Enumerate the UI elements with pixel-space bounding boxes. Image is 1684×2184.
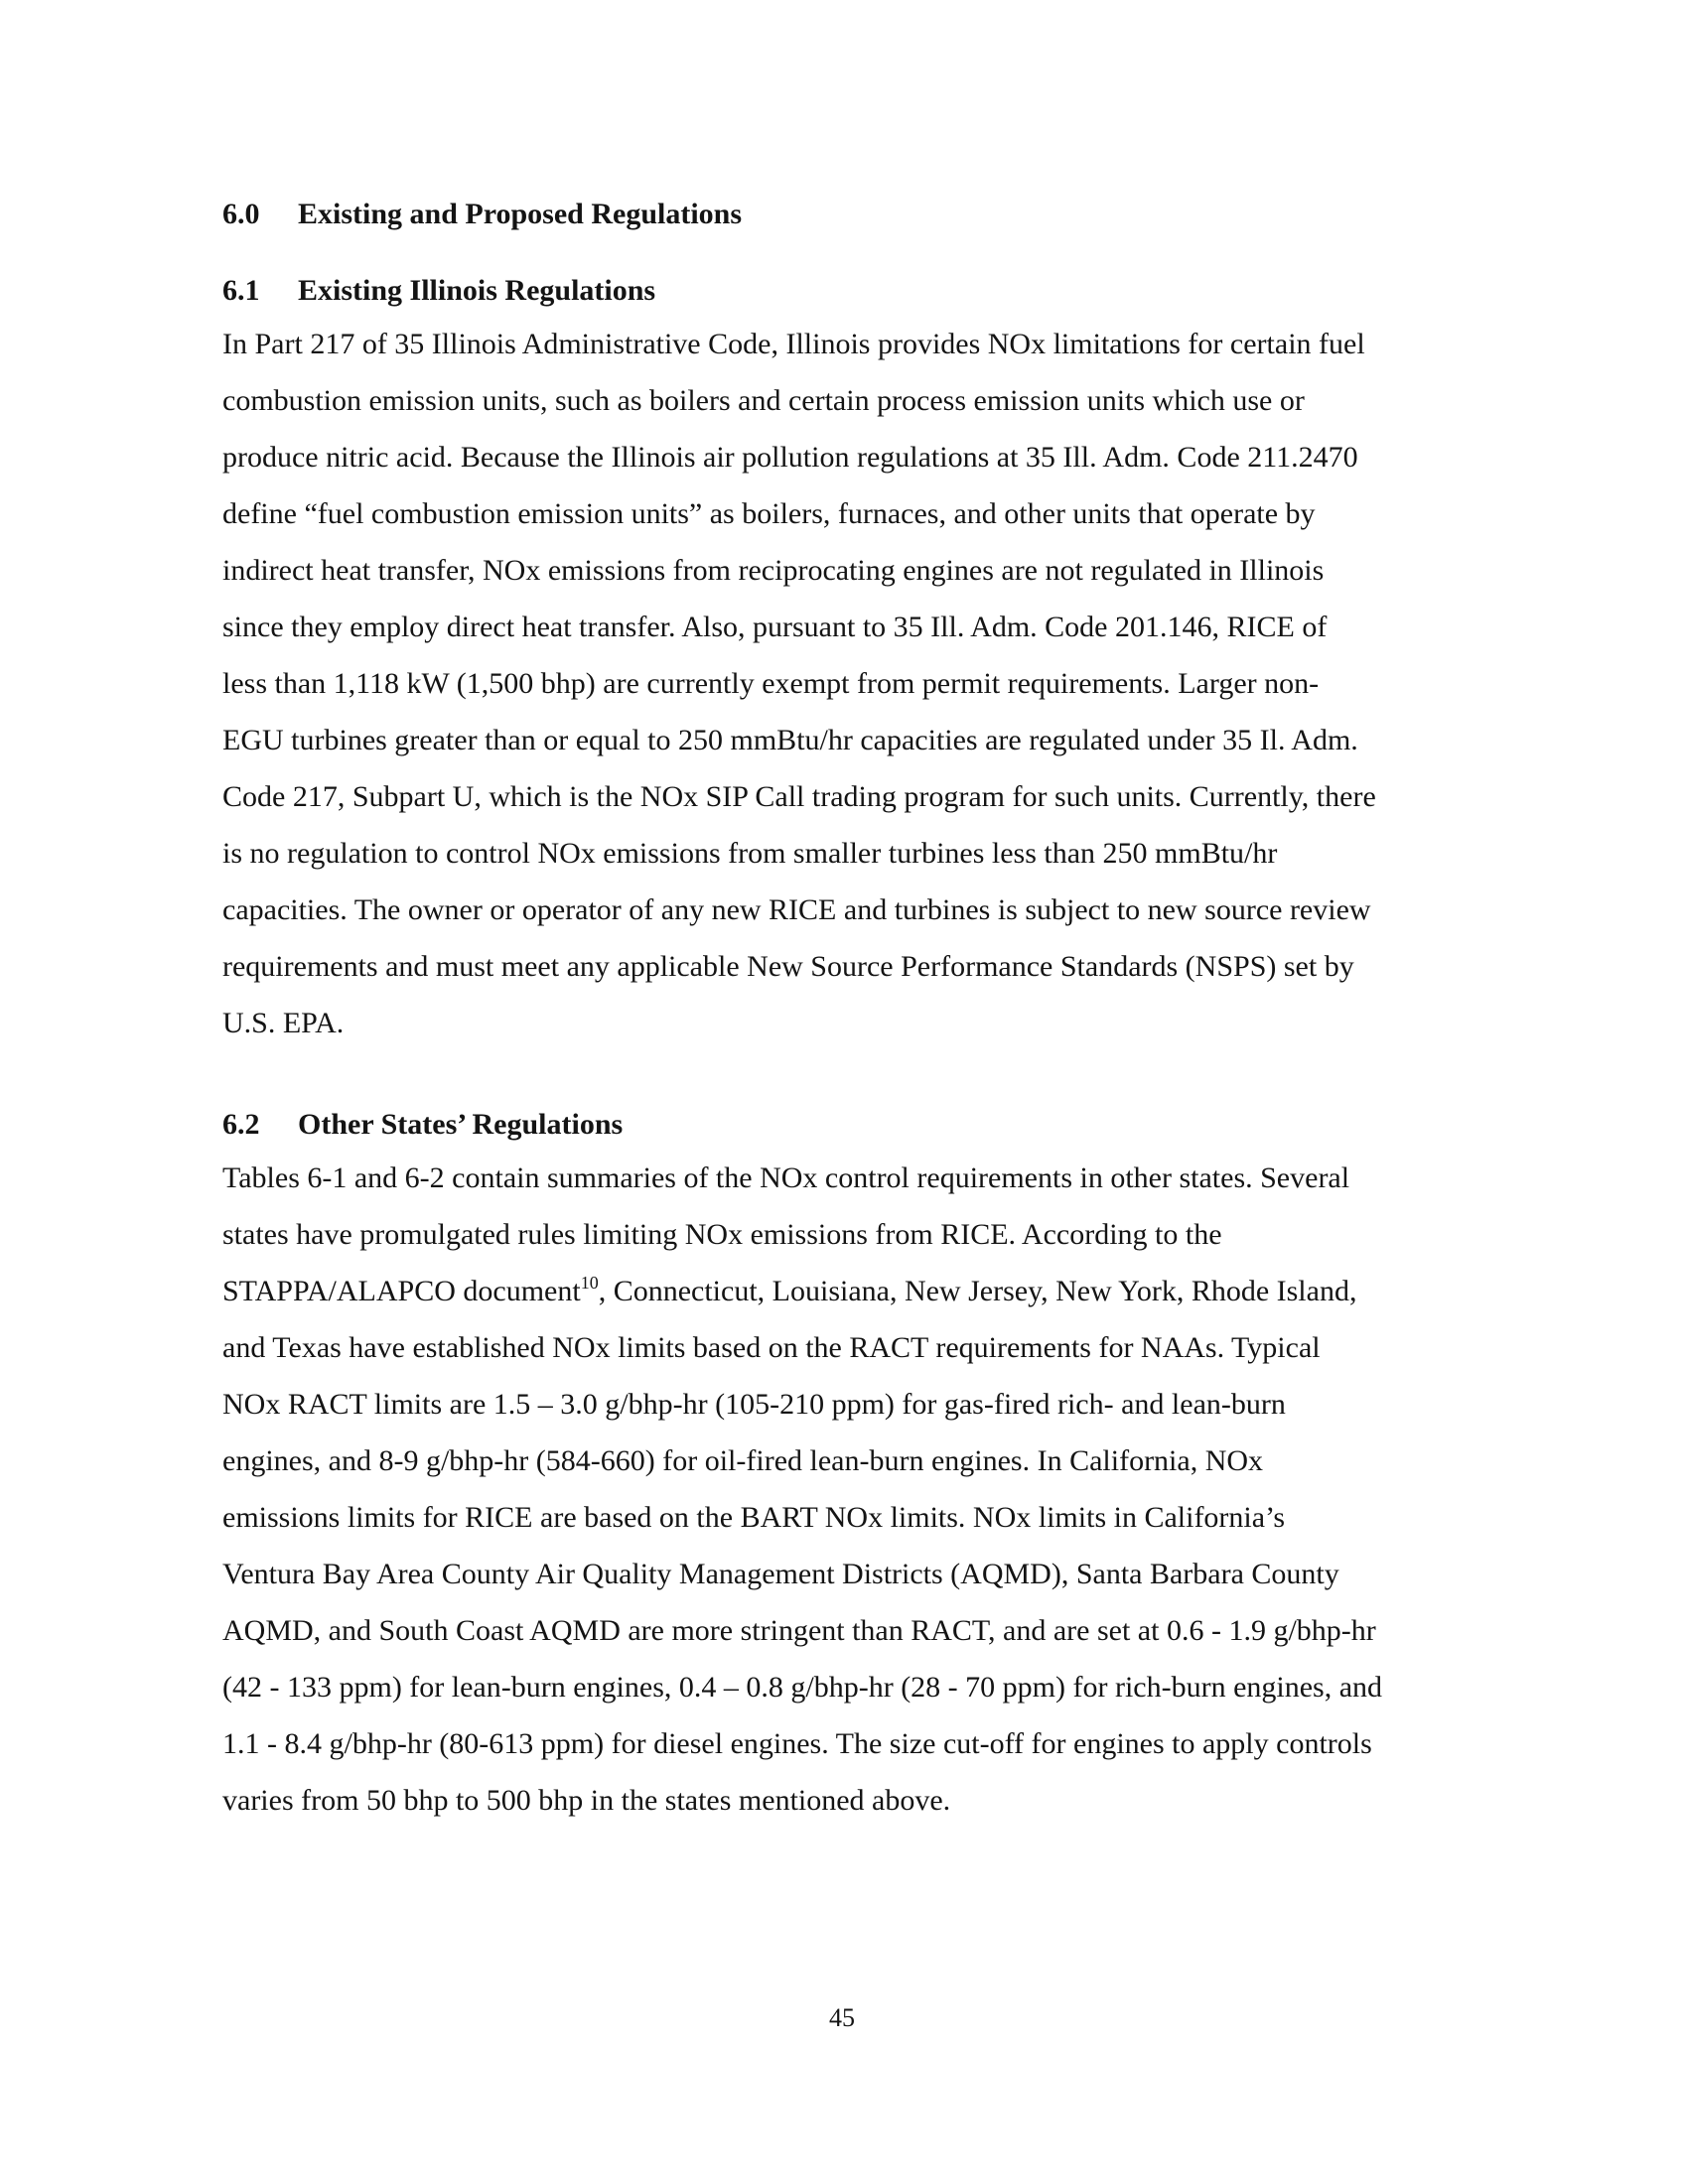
text-line: Tables 6-1 and 6-2 contain summaries of the NOx control requirements in other states. Several <box>222 1161 1350 1194</box>
section-6-1-paragraph <box>222 316 1503 1051</box>
text-line: Code 217, Subpart U, which is the NOx SIP Call trading program for such units. Currently, there <box>222 780 1376 813</box>
text-line: is no regulation to control NOx emissions from smaller turbines less than 250 mmBtu/hr <box>222 837 1278 870</box>
text-line: requirements and must meet any applicable New Source Performance Standards (NSPS) set by <box>222 950 1354 983</box>
text-line: (42 - 133 ppm) for lean-burn engines, 0.4 – 0.8 g/bhp-hr (28 - 70 ppm) for rich-burn engines, and <box>222 1671 1383 1704</box>
text-fragment: STAPPA/ALAPCO document <box>222 1275 581 1307</box>
text-line: define “fuel combustion emission units” as boilers, furnaces, and other units that operate by <box>222 497 1316 530</box>
text-line: 1.1 - 8.4 g/bhp-hr (80-613 ppm) for diesel engines. The size cut-off for engines to apply controls <box>222 1727 1372 1760</box>
section-6-2-paragraph <box>222 1150 1503 1829</box>
text-line: produce nitric acid. Because the Illinois air pollution regulations at 35 Ill. Adm. Code 211.2470 <box>222 441 1358 474</box>
section-heading-6-0 <box>222 197 742 232</box>
text-line: states have promulgated rules limiting NOx emissions from RICE. According to the <box>222 1218 1222 1251</box>
section-heading-6-1 <box>222 273 655 309</box>
text-line: EGU turbines greater than or equal to 250 mmBtu/hr capacities are regulated under 35 Il. Adm. <box>222 724 1358 756</box>
section-number: 6.1 <box>222 274 260 307</box>
text-line: engines, and 8-9 g/bhp-hr (584-660) for oil-fired lean-burn engines. In California, NOx <box>222 1444 1264 1477</box>
text-line: capacities. The owner or operator of any new RICE and turbines is subject to new source review <box>222 893 1371 926</box>
text-line: and Texas have established NOx limits based on the RACT requirements for NAAs. Typical <box>222 1331 1321 1364</box>
section-title: Existing and Proposed Regulations <box>298 198 743 230</box>
text-line: varies from 50 bhp to 500 bhp in the states mentioned above. <box>222 1784 951 1817</box>
text-line: NOx RACT limits are 1.5 – 3.0 g/bhp-hr (105-210 ppm) for gas-fired rich- and lean-burn <box>222 1388 1286 1421</box>
section-heading-6-2 <box>222 1107 623 1143</box>
text-line: indirect heat transfer, NOx emissions from reciprocating engines are not regulated in Illinois <box>222 554 1325 587</box>
text-line: AQMD, and South Coast AQMD are more stringent than RACT, and are set at 0.6 - 1.9 g/bhp-hr <box>222 1614 1376 1647</box>
section-number: 6.0 <box>222 198 260 230</box>
section-number: 6.2 <box>222 1108 260 1141</box>
text-line: less than 1,118 kW (1,500 bhp) are currently exempt from permit requirements. Larger non- <box>222 667 1320 700</box>
section-title: Other States’ Regulations <box>298 1108 624 1141</box>
text-line: Ventura Bay Area County Air Quality Management Districts (AQMD), Santa Barbara County <box>222 1558 1339 1590</box>
section-title: Existing Illinois Regulations <box>298 274 656 307</box>
text-fragment: , Connecticut, Louisiana, New Jersey, New York, Rhode Island, <box>598 1275 1357 1307</box>
text-line: In Part 217 of 35 Illinois Administrative Code, Illinois provides NOx limitations for certain fuel <box>222 328 1365 360</box>
footnote-reference: 10 <box>580 1273 599 1293</box>
text-line: U.S. EPA. <box>222 1007 345 1039</box>
text-line: since they employ direct heat transfer. Also, pursuant to 35 Ill. Adm. Code 201.146, RICE of <box>222 611 1328 643</box>
text-line: combustion emission units, such as boilers and certain process emission units which use or <box>222 384 1305 417</box>
text-line: emissions limits for RICE are based on the BART NOx limits. NOx limits in California’s <box>222 1501 1286 1534</box>
text-line <box>222 1263 1503 1319</box>
page-number: 45 <box>829 2003 855 2032</box>
